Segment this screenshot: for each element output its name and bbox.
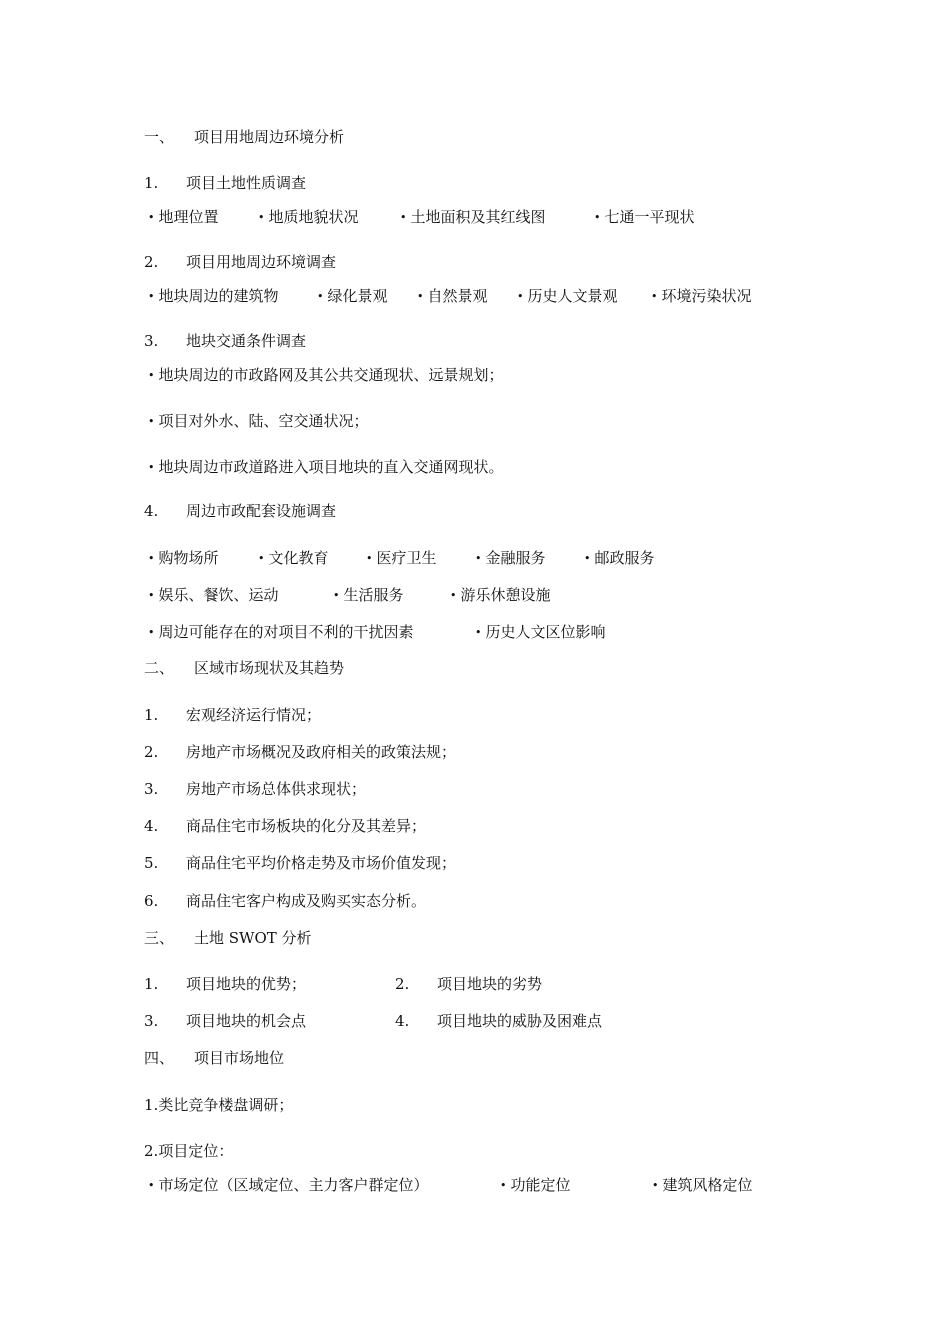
list-number: 1. [144,706,159,724]
list-item [395,974,542,994]
bullet-item: • 自然景观 [417,285,488,306]
list-item [144,1011,306,1031]
list-number: 1. [144,1096,159,1114]
bullet-item: • 周边可能存在的对项目不利的干扰因素 [148,621,414,642]
bullet-item: • 环境污染状况 [651,285,752,306]
bullet-item: • 邮政服务 [584,547,655,568]
list-text: 项目定位： [158,1142,234,1160]
list-text: 类比竞争楼盘调研； [158,1096,294,1114]
subsection-number: 4. [144,502,159,520]
list-number: 2. [395,975,410,993]
section-heading [144,127,344,147]
subsection-heading [144,252,336,272]
list-number: 3. [144,780,159,798]
list-item [144,779,366,799]
list-text: 项目地块的优势； [186,975,307,993]
list-text: 宏观经济运行情况； [186,706,322,724]
subsection-title: 周边市政配套设施调查 [186,502,337,520]
bullet-item: • 地块周边市政道路进入项目地块的直入交通网现状。 [148,456,504,477]
list-item [395,1011,602,1031]
list-item [144,1095,293,1115]
bullet-item: • 地理位置 [148,206,219,227]
section-heading [144,658,344,678]
section-heading [144,1048,284,1068]
list-number: 3. [144,1012,159,1030]
bullet-item: • 绿化景观 [317,285,388,306]
bullet-item: • 金融服务 [475,547,546,568]
list-item [144,974,306,994]
list-text: 项目地块的机会点 [186,1012,307,1030]
section-number: 一、 [144,128,175,146]
bullet-item: • 七通一平现状 [594,206,695,227]
bullet-item: • 历史人文区位影响 [475,621,606,642]
list-text: 商品住宅客户构成及购买实态分析。 [186,892,427,910]
list-text: 项目地块的威胁及困难点 [437,1012,603,1030]
list-text: 房地产市场总体供求现状； [186,780,367,798]
list-text: 商品住宅平均价格走势及市场价值发现； [186,854,457,872]
subsection-heading [144,173,306,193]
bullet-item: • 功能定位 [500,1174,571,1195]
list-text: 商品住宅市场板块的化分及其差异； [186,817,427,835]
bullet-item: • 购物场所 [148,547,219,568]
bullet-item: • 地块周边的建筑物 [148,285,279,306]
section-title: 项目市场地位 [194,1049,285,1067]
subsection-number: 3. [144,332,159,350]
bullet-item: • 文化教育 [258,547,329,568]
bullet-item: • 项目对外水、陆、空交通状况； [148,410,369,431]
bullet-item: • 土地面积及其红线图 [400,206,546,227]
subsection-heading [144,331,306,351]
list-item [144,1141,233,1161]
bullet-item: • 市场定位（区域定位、主力客户群定位） [148,1174,429,1195]
subsection-title: 项目用地周边环境调查 [186,253,337,271]
section-number: 三、 [144,929,175,947]
bullet-item: • 医疗卫生 [366,547,437,568]
subsection-heading [144,501,336,521]
section-title: 土地 SWOT 分析 [194,929,312,947]
bullet-item: • 游乐休憩设施 [450,584,551,605]
bullet-item: • 地块周边的市政路网及其公共交通现状、远景规划； [148,364,504,385]
list-number: 4. [395,1012,410,1030]
list-item [144,891,426,911]
section-title: 项目用地周边环境分析 [194,128,345,146]
list-item [144,816,426,836]
section-number: 二、 [144,659,175,677]
bullet-item: • 建筑风格定位 [652,1174,753,1195]
bullet-item: • 生活服务 [333,584,404,605]
subsection-number: 2. [144,253,159,271]
bullet-item: • 地质地貌状况 [258,206,359,227]
list-text: 项目地块的劣势 [437,975,543,993]
list-item [144,853,456,873]
section-heading [144,928,312,948]
bullet-item: • 历史人文景观 [517,285,618,306]
section-title: 区域市场现状及其趋势 [194,659,345,677]
list-number: 2. [144,1142,159,1160]
subsection-title: 项目土地性质调查 [186,174,307,192]
list-number: 2. [144,743,159,761]
bullet-item: • 娱乐、餐饮、运动 [148,584,279,605]
list-text: 房地产市场概况及政府相关的政策法规； [186,743,457,761]
subsection-number: 1. [144,174,159,192]
section-number: 四、 [144,1049,175,1067]
list-item [144,705,321,725]
list-number: 5. [144,854,159,872]
list-number: 6. [144,892,159,910]
list-number: 4. [144,817,159,835]
list-item [144,742,456,762]
list-number: 1. [144,975,159,993]
subsection-title: 地块交通条件调查 [186,332,307,350]
